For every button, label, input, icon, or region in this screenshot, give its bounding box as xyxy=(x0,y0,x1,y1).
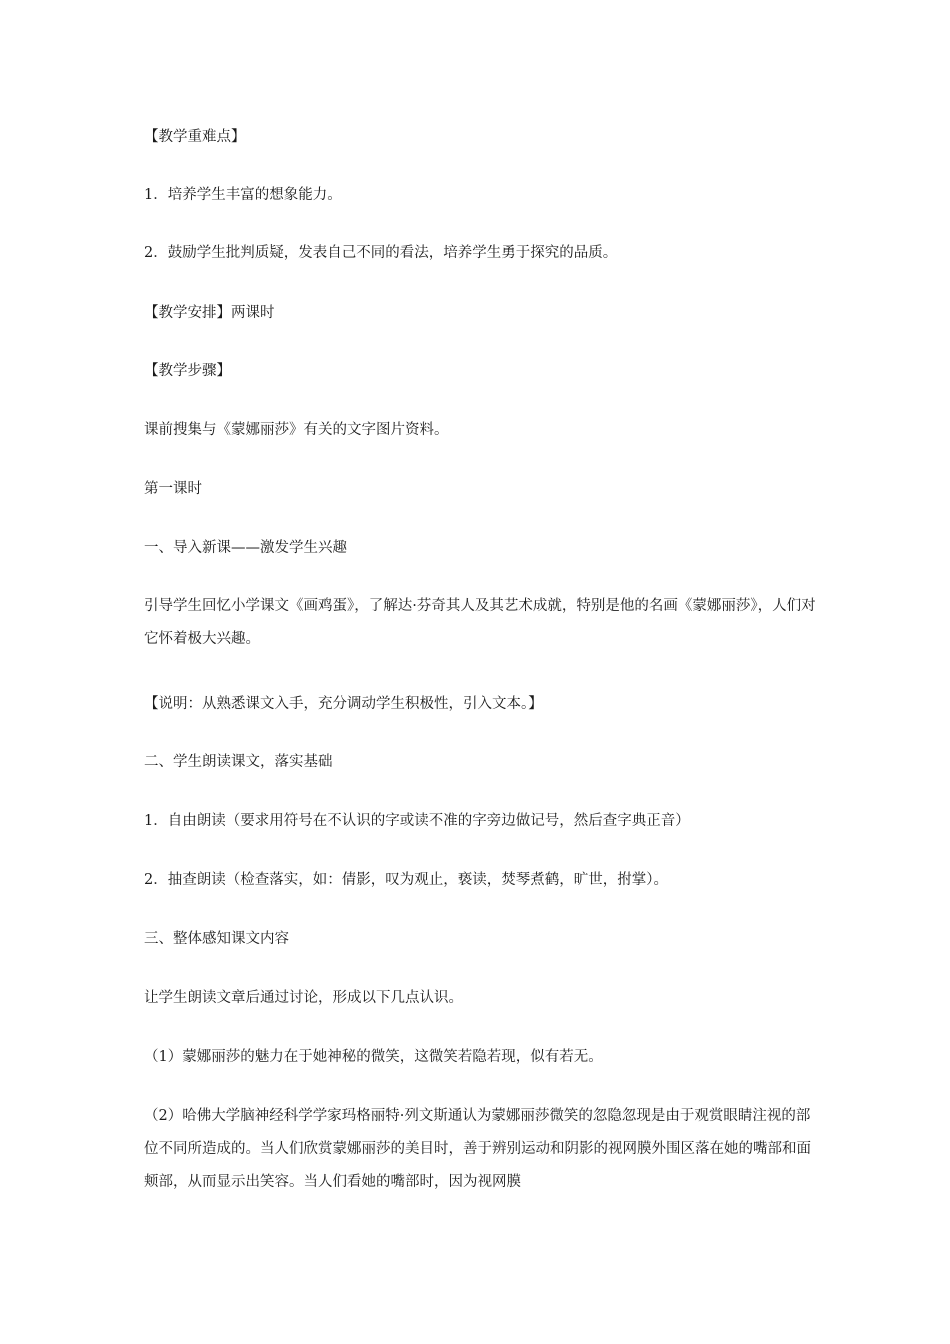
heading-steps: 【教学步骤】 xyxy=(144,363,231,379)
list-item: 2．抽查朗读（检查落实，如：倩影，叹为观止，亵读，焚琴煮鹤，旷世，拊掌）。 xyxy=(144,872,668,888)
section-heading: 一、导入新课——激发学生兴趣 xyxy=(144,540,347,556)
section-title: 第一课时 xyxy=(144,481,202,497)
list-item: 1．培养学生丰富的想象能力。 xyxy=(144,187,342,203)
paragraph: 让学生朗读文章后通过讨论，形成以下几点认识。 xyxy=(144,990,463,1006)
paragraph: 引导学生回忆小学课文《画鸡蛋》，了解达·芬奇其人及其艺术成就，特别是他的名画《蒙娜丽莎》，人们对它怀着极大兴趣。 xyxy=(144,598,816,647)
section-heading: 二、学生朗读课文，落实基础 xyxy=(144,754,333,770)
list-item: 1．自由朗读（要求用符号在不认识的字或读不准的字旁边做记号，然后查字典正音） xyxy=(144,813,690,829)
heading-key-difficulties: 【教学重难点】 xyxy=(144,129,246,145)
list-item: （1）蒙娜丽莎的魅力在于她神秘的微笑，这微笑若隐若现，似有若无。 xyxy=(144,1049,603,1065)
note: 【说明：从熟悉课文入手，充分调动学生积极性，引入文本。】 xyxy=(144,696,543,712)
list-item: 2．鼓励学生批判质疑，发表自己不同的看法，培养学生勇于探究的品质。 xyxy=(144,245,618,261)
section-heading: 三、整体感知课文内容 xyxy=(144,931,289,947)
list-item: （2）哈佛大学脑神经科学学家玛格丽特·列文斯通认为蒙娜丽莎微笑的忽隐忽现是由于观赏眼睛注视的部位不同所造成的。当人们欣赏蒙娜丽莎的美目时，善于辨别运动和阴影的视网膜外围区落在她的嘴部和面颊部，从而显示出笑容。当人们看她的嘴部时，因为视网膜 xyxy=(144,1108,811,1190)
heading-schedule: 【教学安排】两课时 xyxy=(144,305,275,321)
paragraph: 课前搜集与《蒙娜丽莎》有关的文字图片资料。 xyxy=(144,422,449,438)
